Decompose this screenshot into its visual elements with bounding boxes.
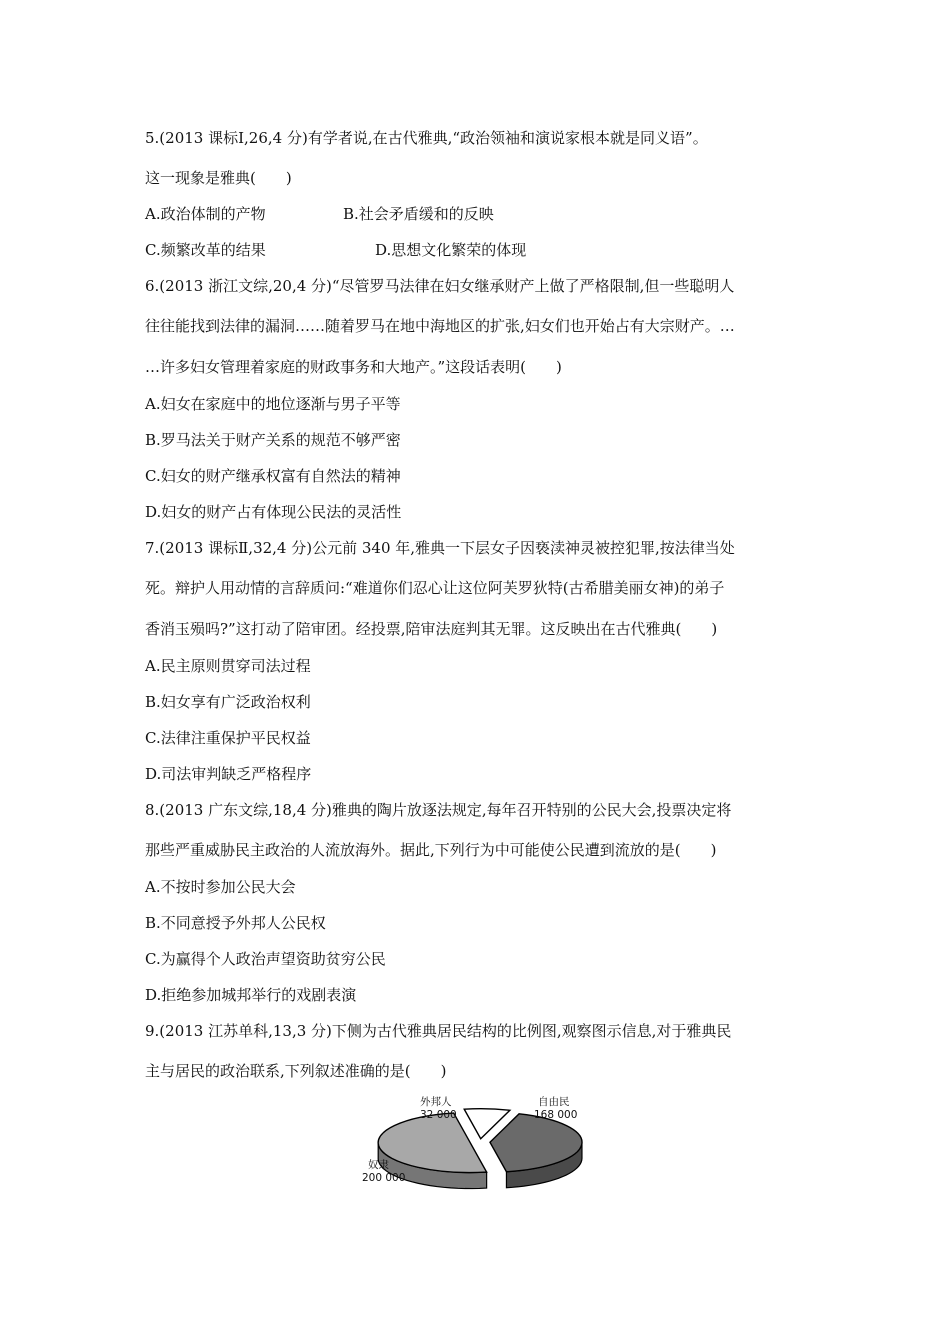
q5-option-b: B.社会矛盾缓和的反映 — [343, 205, 494, 223]
q6-option-d: D.妇女的财产占有体现公民法的灵活性 — [145, 503, 402, 521]
q5-option-d: D.思想文化繁荣的体现 — [375, 241, 527, 259]
pie-value-foreigner: 32 000 — [420, 1109, 457, 1121]
pie-label-foreigner: 外邦人 — [420, 1096, 452, 1108]
pie-value-freeman: 168 000 — [534, 1109, 578, 1121]
q8-stem-line2: 那些严重威胁民主政治的人流放海外。据此,下列行为中可能使公民遭到流放的是( ) — [145, 841, 717, 859]
q8-option-b: B.不同意授予外邦人公民权 — [145, 914, 326, 932]
pie-label-slave: 奴隶 — [368, 1159, 389, 1171]
q8-stem-line1: 8.(2013 广东文综,18,4 分)雅典的陶片放逐法规定,每年召开特别的公民大会,投票决定将 — [145, 801, 732, 819]
q7-stem-line1: 7.(2013 课标Ⅱ,32,4 分)公元前 340 年,雅典一下层女子因亵渎神灵被控犯罪,按法律当处 — [145, 539, 735, 557]
q6-option-a: A.妇女在家庭中的地位逐渐与男子平等 — [145, 395, 401, 413]
q6-option-c: C.妇女的财产继承权富有自然法的精神 — [145, 467, 401, 485]
q9-stem-line2: 主与居民的政治联系,下列叙述准确的是( ) — [145, 1062, 447, 1080]
q5-option-c: C.频繁改革的结果 — [145, 241, 266, 259]
q8-option-a: A.不按时参加公民大会 — [145, 878, 296, 896]
q6-stem-line2: 往往能找到法律的漏洞……随着罗马在地中海地区的扩张,妇女们也开始占有大宗财产。… — [145, 317, 735, 335]
q6-stem-line3: …许多妇女管理着家庭的财政事务和大地产。”这段话表明( ) — [145, 358, 562, 376]
q5-stem-line1: 5.(2013 课标Ⅰ,26,4 分)有学者说,在古代雅典,“政治领袖和演说家根本就是同义语”。 — [145, 129, 708, 147]
q8-option-d: D.拒绝参加城邦举行的戏剧表演 — [145, 986, 357, 1004]
q5-option-a: A.政治体制的产物 — [145, 205, 266, 223]
q7-option-a: A.民主原则贯穿司法过程 — [145, 657, 311, 675]
q7-stem-line2: 死。辩护人用动情的言辞质问:“难道你们忍心让这位阿芙罗狄特(古希腊美丽女神)的弟子 — [145, 579, 725, 597]
pie-slice-freeman — [490, 1114, 582, 1188]
population-pie-chart — [340, 1090, 610, 1200]
q7-stem-line3: 香消玉殒吗?”这打动了陪审团。经投票,陪审法庭判其无罪。这反映出在古代雅典( ) — [145, 620, 718, 638]
pie-value-slave: 200 000 — [362, 1172, 406, 1184]
q7-option-d: D.司法审判缺乏严格程序 — [145, 765, 312, 783]
q6-stem-line1: 6.(2013 浙江文综,20,4 分)“尽管罗马法律在妇女继承财产上做了严格限制,但一些聪明人 — [145, 277, 735, 295]
q8-option-c: C.为赢得个人政治声望资助贫穷公民 — [145, 950, 386, 968]
q7-option-c: C.法律注重保护平民权益 — [145, 729, 311, 747]
q6-option-b: B.罗马法关于财产关系的规范不够严密 — [145, 431, 401, 449]
q7-option-b: B.妇女享有广泛政治权利 — [145, 693, 311, 711]
q9-stem-line1: 9.(2013 江苏单科,13,3 分)下侧为古代雅典居民结构的比例图,观察图示信息,对于雅典民 — [145, 1022, 732, 1040]
pie-label-freeman: 自由民 — [538, 1096, 570, 1108]
q5-stem-line2: 这一现象是雅典( ) — [145, 169, 292, 187]
